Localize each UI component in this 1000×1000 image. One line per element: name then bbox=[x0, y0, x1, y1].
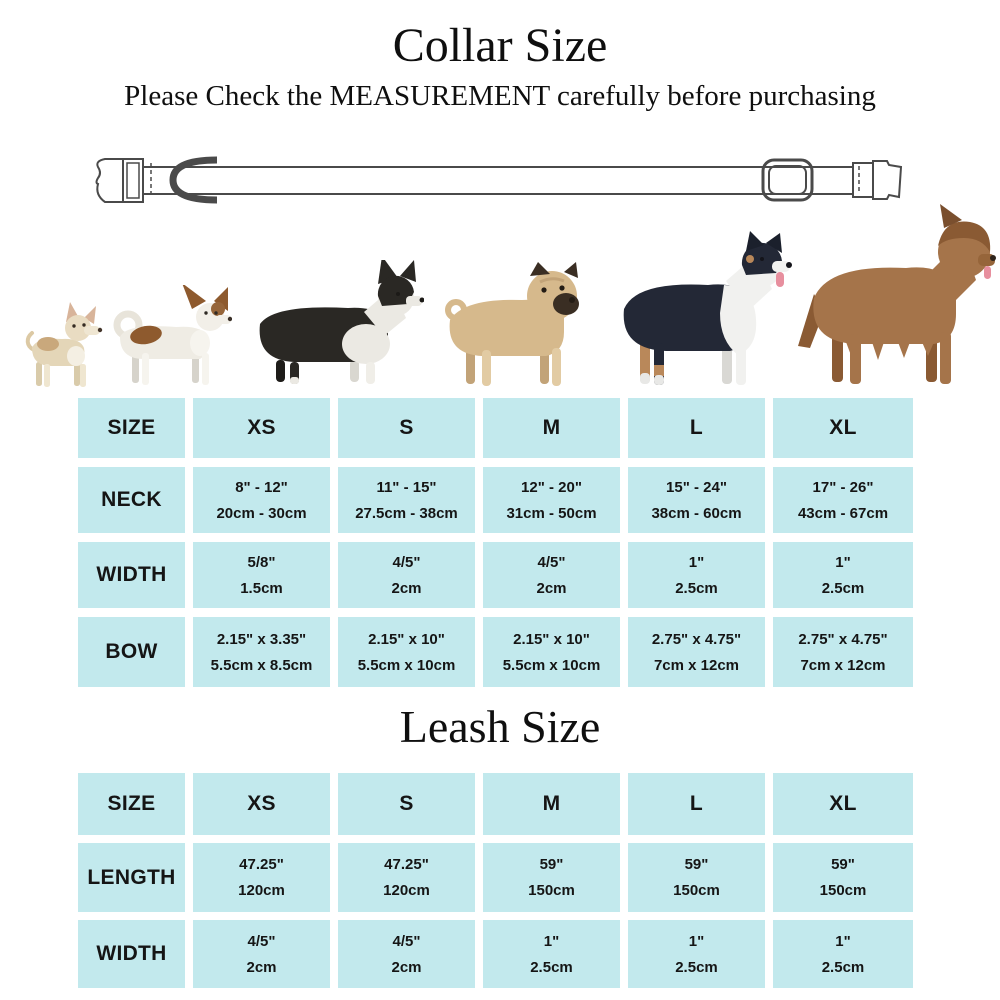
collar-neck-m-cell: 12" - 20" 31cm - 50cm bbox=[483, 467, 620, 533]
leash-header-size: SIZE bbox=[78, 773, 185, 835]
collar-header-l: L bbox=[628, 398, 765, 458]
australian-shepherd-illustration bbox=[608, 223, 792, 388]
leash-row-label-length: LENGTH bbox=[78, 843, 185, 912]
leash-length-xs-cell: 47.25" 120cm bbox=[193, 843, 330, 912]
leash-header-s: S bbox=[338, 773, 475, 835]
collar-width-xs-cell: 5/8" 1.5cm bbox=[193, 542, 330, 608]
pug-illustration bbox=[428, 248, 602, 388]
collar-bow-m-cell: 2.15" x 10" 5.5cm x 10cm bbox=[483, 617, 620, 687]
collar-neck-xs-cell: 8" - 12" 20cm - 30cm bbox=[193, 467, 330, 533]
collar-neck-s-cell: 11" - 15" 27.5cm - 38cm bbox=[338, 467, 475, 533]
leash-header-m: M bbox=[483, 773, 620, 835]
leash-row-label-width: WIDTH bbox=[78, 920, 185, 988]
leash-size-table bbox=[78, 773, 913, 988]
leash-length-l-cell: 59" 150cm bbox=[628, 843, 765, 912]
collar-header-xl: XL bbox=[773, 398, 913, 458]
collar-size-table bbox=[78, 398, 913, 687]
collar-width-xl-cell: 1" 2.5cm bbox=[773, 542, 913, 608]
leash-length-xl-cell: 59" 150cm bbox=[773, 843, 913, 912]
collar-width-m-cell: 4/5" 2cm bbox=[483, 542, 620, 608]
leash-width-m-cell: 1" 2.5cm bbox=[483, 920, 620, 988]
chihuahua-illustration bbox=[22, 300, 106, 388]
leash-width-l-cell: 1" 2.5cm bbox=[628, 920, 765, 988]
leash-header-l: L bbox=[628, 773, 765, 835]
papillon-illustration bbox=[108, 285, 232, 388]
leash-width-xs-cell: 4/5" 2cm bbox=[193, 920, 330, 988]
collar-header-s: S bbox=[338, 398, 475, 458]
collar-neck-l-cell: 15" - 24" 38cm - 60cm bbox=[628, 467, 765, 533]
collar-buckle-left bbox=[97, 159, 124, 202]
collar-row-label-bow: BOW bbox=[78, 617, 185, 687]
leash-size-title: Leash Size bbox=[399, 701, 601, 752]
collar-buckle-right bbox=[873, 161, 901, 199]
collar-bow-xl-cell: 2.75" x 4.75" 7cm x 12cm bbox=[773, 617, 913, 687]
collar-bow-l-cell: 2.75" x 4.75" 7cm x 12cm bbox=[628, 617, 765, 687]
collar-keeper-right bbox=[853, 163, 873, 197]
measurement-warning-text: Please Check the MEASUREMENT carefully before purchasing bbox=[124, 80, 876, 112]
collar-width-l-cell: 1" 2.5cm bbox=[628, 542, 765, 608]
collar-size-title: Collar Size bbox=[392, 19, 608, 72]
corgi-illustration bbox=[246, 260, 424, 388]
collar-bow-s-cell: 2.15" x 10" 5.5cm x 10cm bbox=[338, 617, 475, 687]
leash-header-xs: XS bbox=[193, 773, 330, 835]
collar-neck-xl-cell: 17" - 26" 43cm - 67cm bbox=[773, 467, 913, 533]
collar-row-label-width: WIDTH bbox=[78, 542, 185, 608]
leash-header-xl: XL bbox=[773, 773, 913, 835]
leash-length-m-cell: 59" 150cm bbox=[483, 843, 620, 912]
leash-width-xl-cell: 1" 2.5cm bbox=[773, 920, 913, 988]
collar-row-label-neck: NECK bbox=[78, 467, 185, 533]
collar-header-m: M bbox=[483, 398, 620, 458]
collar-header-size: SIZE bbox=[78, 398, 185, 458]
collar-illustration bbox=[75, 135, 915, 220]
collar-width-s-cell: 4/5" 2cm bbox=[338, 542, 475, 608]
leash-length-s-cell: 47.25" 120cm bbox=[338, 843, 475, 912]
leash-width-s-cell: 4/5" 2cm bbox=[338, 920, 475, 988]
collar-bow-xs-cell: 2.15" x 3.35" 5.5cm x 8.5cm bbox=[193, 617, 330, 687]
briard-illustration bbox=[794, 200, 996, 386]
collar-header-xs: XS bbox=[193, 398, 330, 458]
